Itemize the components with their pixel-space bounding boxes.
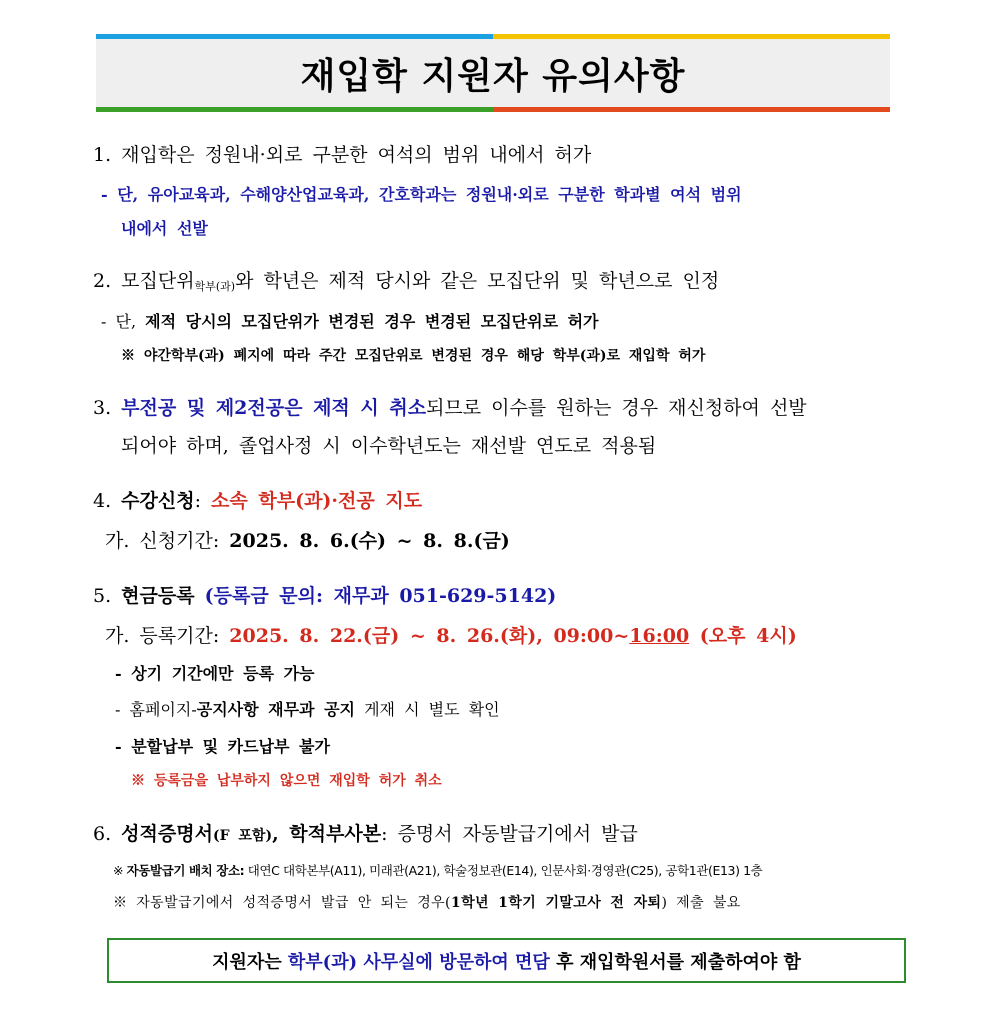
section-6-remark-1-bold: 자동발급기 배치 장소:: [126, 863, 245, 878]
section-6-remark-2-b: ) 제출 불요: [661, 895, 741, 911]
section-2-main-sub: 학부(과): [194, 280, 236, 293]
section-5-item-2-b: 게재 시 별도 확인: [354, 700, 500, 719]
section-5-main: [93, 581, 556, 608]
section-4-label: 수강신청: [121, 490, 195, 512]
section-6-remark-2-a: ※ 자동발급기에서 성적증명서 발급 안 되는 경우(: [113, 895, 451, 911]
section-4-main: [93, 486, 422, 513]
section-5-period-u: 16:00: [629, 625, 690, 647]
section-5-remark: ※ 등록금을 납부하지 않으면 재입학 허가 취소: [131, 773, 442, 789]
section-2-note: [101, 309, 599, 332]
section-4-period: [105, 526, 510, 553]
section-5-item-1: - 상기 기간에만 등록 가능: [115, 664, 315, 683]
section-6-remark-1-a: ※: [113, 863, 127, 878]
section-6-label-b: , 학적부사본: [272, 823, 382, 845]
section-4-period-value: 2025. 8. 6.(수) ~ 8. 8.(금): [229, 530, 510, 552]
section-5-item-2: [115, 697, 500, 720]
section-6-remark-2-bold: 1학년 1학기 기말고사 전 자퇴: [450, 895, 662, 911]
section-5-item-3: - 분할납부 및 카드납부 불가: [115, 737, 330, 756]
section-5-item-2-a: - 홈페이지-: [115, 700, 197, 719]
section-3-blue: 부전공 및 제2전공은 제적 시 취소: [121, 397, 427, 419]
footer-notice: [107, 948, 906, 974]
section-4-red: 소속 학부(과)·전공 지도: [211, 490, 423, 512]
section-2-main-b: 와 학년은 제적 당시와 같은 모집단위 및 학년으로 인정: [235, 270, 720, 292]
section-3-rest: 되므로 이수를 원하는 경우 재신청하여 선발: [426, 397, 807, 419]
section-3-num: 3.: [93, 397, 122, 419]
section-6-label-small: (F 포함): [212, 828, 273, 844]
section-6-label-a: 성적증명서: [121, 823, 213, 845]
section-2-note-bold: 제적 당시의 모집단위가 변경된 경우 변경된 모집단위로 허가: [145, 312, 599, 331]
section-6-main: [93, 819, 638, 846]
section-6-rest: : 증명서 자동발급기에서 발급: [381, 823, 638, 845]
section-3-line2: 되어야 하며, 졸업사정 시 이수학년도는 재선발 연도로 적용됨: [121, 435, 657, 457]
section-4-colon: :: [194, 490, 212, 512]
section-6-remark-1: [113, 861, 762, 879]
footer-notice-b: 후 재입학원서를 제출하여야 함: [549, 952, 801, 973]
footer-notice-a: 지원자는: [212, 952, 288, 973]
section-5-label: 현금등록: [121, 585, 195, 607]
section-6-num: 6.: [93, 823, 122, 845]
section-5-period-a: 2025. 8. 22.(금) ~ 8. 26.(화), 09:00~: [229, 625, 630, 647]
section-6-remark-2: [113, 892, 741, 912]
section-2-main-a: 2. 모집단위: [93, 270, 195, 292]
section-1-main: 1. 재입학은 정원내·외로 구분한 여석의 범위 내에서 허가: [93, 144, 592, 166]
section-2-remark: ※ 야간학부(과) 폐지에 따라 주간 모집단위로 변경된 경우 해당 학부(과)로 재입학 허가: [121, 348, 706, 364]
section-5-num: 5.: [93, 585, 122, 607]
section-1-note-line1: - 단, 유아교육과, 수해양산업교육과, 간호학과는 정원내·외로 구분한 학과별 여석 범위: [101, 185, 742, 204]
section-4-num: 4.: [93, 490, 122, 512]
section-3-main: [93, 393, 807, 420]
title-bar-top-right: [493, 34, 890, 39]
title-bar-top-left: [96, 34, 493, 39]
section-2-note-prefix: - 단,: [101, 312, 146, 331]
footer-notice-blue: 학부(과) 사무실에 방문하여 면담: [287, 952, 550, 973]
title-bar-bottom-right: [493, 107, 890, 112]
section-1-note-line2: 내에서 선발: [121, 219, 208, 238]
section-5-period: [105, 621, 797, 648]
section-2-main: [93, 266, 719, 294]
section-5-item-2-bold: 공지사항 재무과 공지: [196, 700, 355, 719]
section-6-remark-1-b: 대연C 대학본부(A11), 미래관(A21), 학술정보관(E14), 인문사회·경영관(C25), 공학1관(E13) 1층: [244, 863, 763, 878]
section-5-period-label: 가. 등록기간:: [105, 625, 230, 647]
page-title: 재입학 지원자 유의사항: [300, 56, 686, 97]
section-5-contact: (등록금 문의: 재무과 051-629-5142): [204, 585, 557, 607]
section-5-period-b: (오후 4시): [689, 625, 797, 647]
section-4-period-label: 가. 신청기간:: [105, 530, 230, 552]
title-bar-bottom-left: [96, 107, 493, 112]
